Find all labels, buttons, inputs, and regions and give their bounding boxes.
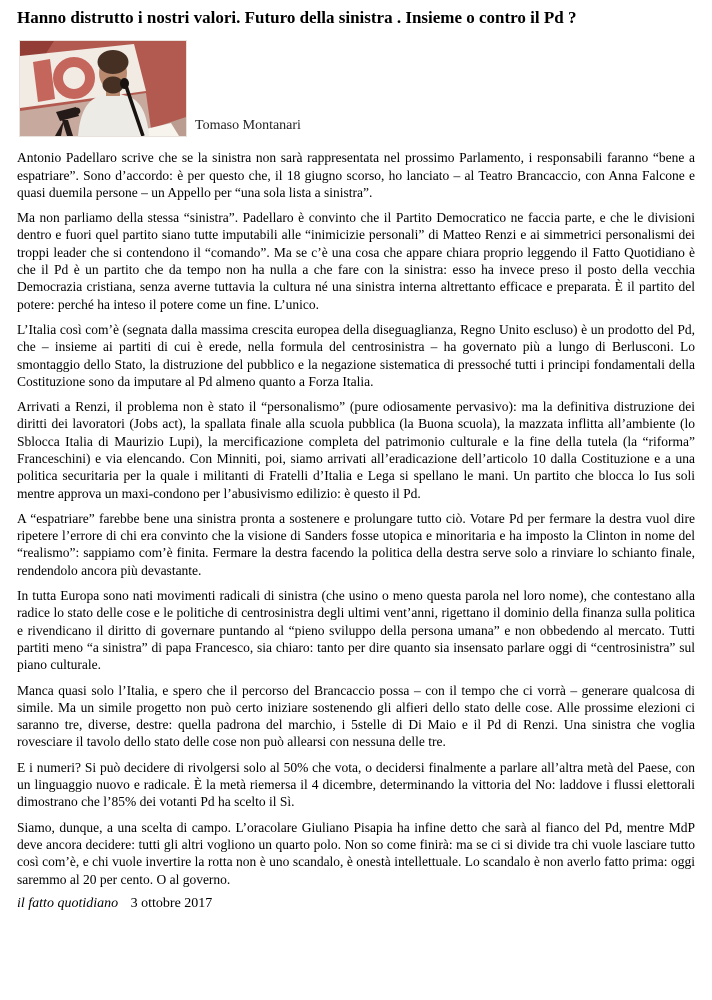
source-date: 3 ottobre 2017 bbox=[130, 895, 213, 911]
speaker-photo-graphic bbox=[20, 41, 186, 136]
article-paragraph: Ma non parliamo della stessa “sinistra”. Padellaro è convinto che il Partito Democratico ne faccia parte, e che le divisioni dentro e fuori quel partito siano tutte imputabili alle “inimicizie personali” di Matteo Renzi e ai simmetrici personalismi dei troppi leader che si contendono il “comando”. Ma se c’è una cosa che appare chiara proprio leggendo il Fatto Quotidiano è che il Pd è un partito che da tempo non ha nulla a che fare con la sinistra: esso ha invece preso il posto della vecchia Democrazia cristiana, senza averne tuttavia la cultura né una sinistra interna altrettanto efficace e preparata. È il partito del potere: perché ha inteso il potere come un fine. L’unico. bbox=[17, 210, 695, 312]
speaker-photo bbox=[19, 40, 187, 137]
source-name: il fatto quotidiano bbox=[17, 895, 119, 911]
photo-row bbox=[19, 40, 695, 137]
article-paragraph: In tutta Europa sono nati movimenti radicali di sinistra (che usino o meno questa parola nel loro nome), che contestano alla radice lo stato delle cose e le politiche di centrosinistra degli ultimi vent’anni, rigettano il dominio della finanza sulla politica e rivendicano il diritto di governare puntando al “pieno sviluppo della persona umana” e non obbedendo al mercato. Tutti partiti meno “a sinistra” di papa Francesco, sia chiaro: tanto per dire quanto sia insensato parlare oggi di “centrosinistra” sul piano culturale. bbox=[17, 588, 695, 673]
article-paragraph: L’Italia così com’è (segnata dalla massima crescita europea della diseguaglianza, Regno Unito escluso) è un prodotto del Pd, che – insieme ai partiti di cui è erede, nella formula del centrosinistra – ha governato più a lungo di Berlusconi. Lo smontaggio dello Stato, la distruzione del pubblico e la negazione sistematica di pressoché tutti i principi fondamentali della Costituzione sono da imputare al Pd almeno quanto a Forza Italia. bbox=[17, 321, 695, 389]
article-paragraph: E i numeri? Si può decidere di rivolgersi solo al 50% che vota, o decidersi finalmente a parlare all’altra metà del Paese, con un linguaggio nuovo e radicale. È la metà riemersa il 4 dicembre, determinando la vittoria del No: laddove i flussi elettorali dimostrano che l’85% dei votanti Pd ha scelto il Sì. bbox=[17, 759, 695, 810]
article-paragraph: Arrivati a Renzi, il problema non è stato il “personalismo” (pure odiosamente pervasivo): ma la definitiva distruzione dei diritti dei lavoratori (Jobs act), la spallata finale alla scuola pubblica (la Buona scuola), la mazzata inflitta all’ambiente (lo Sblocca Italia di Maurizio Lupi), la mercificazione completa del patrimonio culturale e la fine della tutela (la “riforma” Franceschini) e via elencando. Con Minniti, poi, siamo arrivati all’eradicazione dell’articolo 10 dalla Costituzione e a una politica securitaria per la quale i militanti di Fratelli d’Italia e Lega si spellano le mani. Un partito che blocca lo Ius soli mentre approva un maxi-condono per l’abusivismo edilizio: è questo il Pd. bbox=[17, 399, 695, 501]
article-paragraph: Antonio Padellaro scrive che se la sinistra non sarà rappresentata nel prossimo Parlamento, i responsabili faranno “bene a espatriare”. Sono d’accordo: è per questo che, il 18 giugno scorso, ho lanciato – al Teatro Brancaccio, con Anna Falcone e quasi duemila persone – un Appello per “una sola lista a sinistra”. bbox=[17, 150, 695, 200]
article-paragraph: Siamo, dunque, a una scelta di campo. L’oracolare Giuliano Pisapia ha infine detto che sarà al fianco del Pd, mentre MdP deve ancora decidere: tutti gli altri vogliono un quarto polo. Non so come finirà: ma se ci si divide tra chi vuole lasciare tutto così com’è, e chi vuole invertire la rotta non è uno scandalo, è onestà intellettuale. Lo scandalo è non averlo fatto prima: oggi saremmo al 20 per cento. O al governo. bbox=[17, 819, 695, 887]
article-body bbox=[17, 149, 695, 888]
article-title: Hanno distrutto i nostri valori. Futuro della sinistra . Insieme o contro il Pd ? bbox=[17, 8, 577, 27]
source-line bbox=[17, 896, 695, 912]
speaker-hair bbox=[98, 50, 129, 74]
photo-caption: Tomaso Montanari bbox=[195, 118, 301, 134]
article-paragraph: A “espatriare” farebbe bene una sinistra pronta a sostenere e prolungare tutto ciò. Votare Pd per fermare la destra vuol dire ripetere l’errore di chi era convinto che la visione di Sanders fosse utopica e minoritaria e ha imposto la Clinton in nome del “realismo”: sappiamo com’è finita. Fermare la destra facendo la politica della destra serve solo a rinviare lo schianto finale, rendendolo ancora più devastante. bbox=[17, 510, 695, 578]
article-paragraph: Manca quasi solo l’Italia, e spero che il percorso del Brancaccio possa – con il tempo che ci vorrà – generare qualcosa di simile. Ma un simile progetto non può certo iniziare sostenendo gli alfieri dello stato delle cose. Alle prossime elezioni ci saranno tre, diverse, destre: quella padrona del marchio, i 5stelle di Di Maio e il Pd di Renzi. Una sinistra che voglia rovesciare il tavolo dello stato delle cose non può allearsi con nessuna delle tre. bbox=[17, 682, 695, 750]
